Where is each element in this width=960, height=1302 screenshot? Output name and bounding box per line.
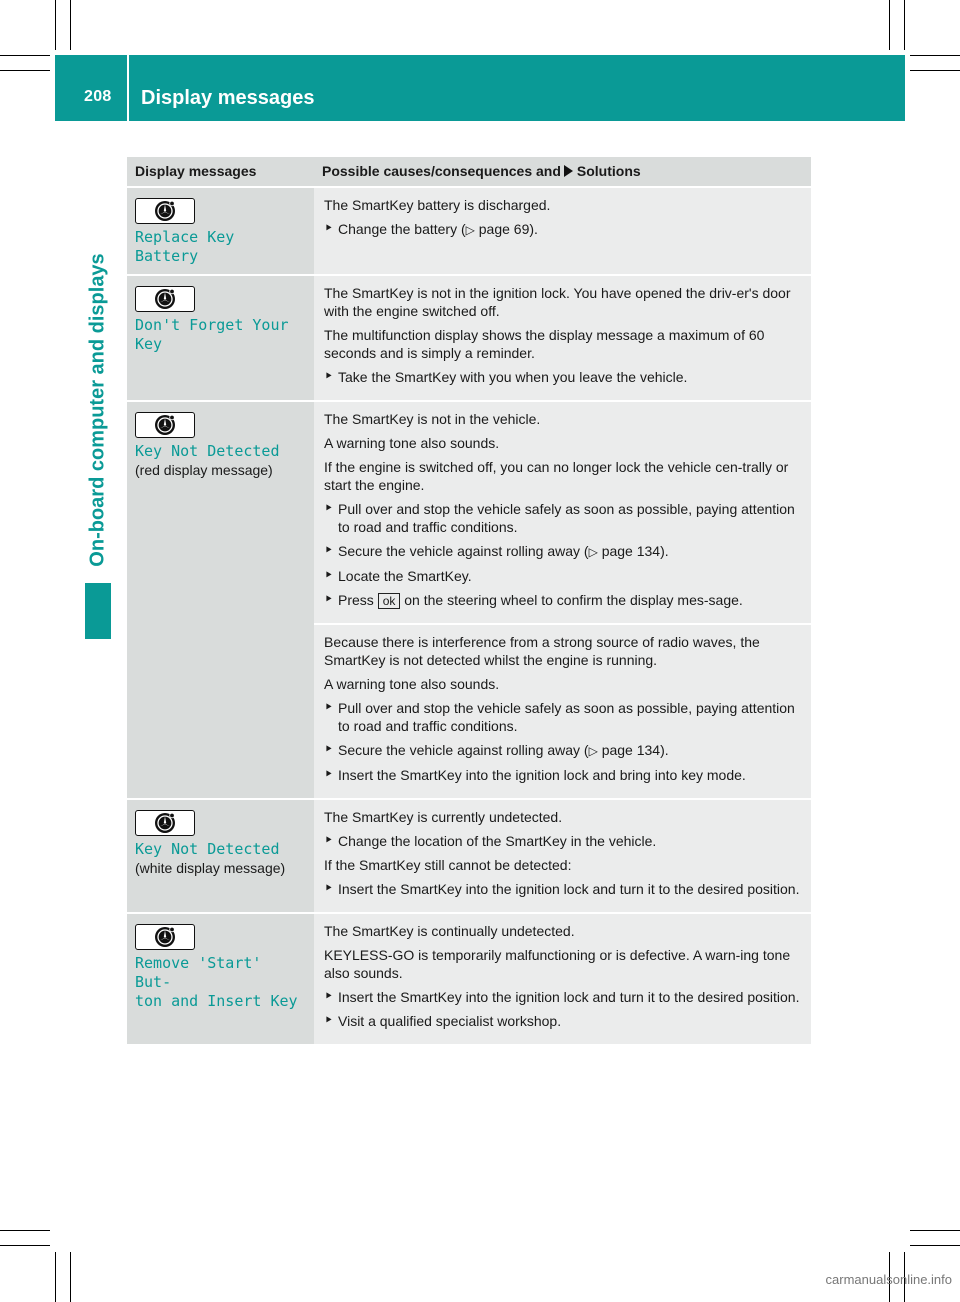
solution-step — [324, 699, 801, 735]
message-cell — [127, 188, 314, 274]
column-header-messages: Display messages — [127, 157, 314, 186]
message-cell — [127, 914, 314, 1044]
cause-text: The SmartKey battery is discharged. — [324, 197, 551, 213]
message-note: (white display message) — [135, 860, 286, 876]
page-ref-icon: ▷ — [588, 744, 598, 758]
cause-text: The SmartKey is not in the vehicle. — [324, 411, 541, 427]
page-ref-icon: ▷ — [588, 545, 598, 559]
step-arrow-icon: ⯈ — [324, 991, 333, 1003]
section-side-label: On-board computer and displays — [86, 253, 109, 567]
cause-text: The SmartKey is not in the ignition lock. You have opened the driv-er's door with the engine switched off. — [324, 285, 791, 319]
crop-mark — [889, 0, 890, 50]
crop-mark — [910, 1245, 960, 1246]
step-text-part: Change the battery ( — [338, 221, 466, 237]
solution-step — [324, 832, 801, 850]
watermark-text: carmanualsonline.info — [825, 1272, 952, 1287]
step-arrow-icon: ⯈ — [324, 503, 333, 515]
table-row — [127, 276, 811, 400]
step-text: Pull over and stop the vehicle safely as soon as possible, paying attention to road and traffic conditions. — [338, 700, 795, 734]
solution-step — [324, 591, 801, 609]
step-text-part: Press — [338, 592, 374, 608]
cause-text: A warning tone also sounds. — [324, 676, 500, 692]
step-text-part: on the steering wheel to confirm the display mes-sage. — [404, 592, 743, 608]
cause-text: The SmartKey is continually undetected. — [324, 923, 575, 939]
step-arrow-icon: ⯈ — [324, 1015, 333, 1027]
step-text — [338, 542, 669, 561]
display-messages-table — [127, 155, 811, 1046]
solution-cell — [314, 188, 811, 274]
smartkey-icon — [135, 412, 195, 438]
step-text — [338, 220, 538, 239]
solution-step — [324, 368, 801, 386]
message-note: (red display message) — [135, 462, 273, 478]
cause-text: If the SmartKey still cannot be detected: — [324, 857, 572, 873]
step-text-part: Secure the vehicle against rolling away ( — [338, 742, 589, 758]
step-text: Locate the SmartKey. — [338, 568, 472, 584]
table-row — [127, 800, 811, 912]
solution-cell — [314, 914, 811, 1044]
solution-step — [324, 1012, 801, 1030]
crop-mark — [70, 1252, 71, 1302]
step-text — [338, 591, 743, 609]
step-text: Insert the SmartKey into the ignition lock and bring into key mode. — [338, 767, 746, 783]
table-row — [127, 188, 811, 274]
crop-mark — [904, 0, 905, 50]
solution-cell — [314, 800, 811, 912]
step-text-part: Secure the vehicle against rolling away ( — [338, 543, 589, 559]
cause-text: A warning tone also sounds. — [324, 435, 500, 451]
table-header-row — [127, 157, 811, 186]
solution-step — [324, 567, 801, 585]
display-message-text: Key Not Detected — [135, 840, 280, 858]
page-ref-icon: ▷ — [465, 223, 475, 237]
page-ref-link[interactable]: page 134). — [601, 742, 669, 758]
step-text — [338, 741, 669, 760]
cause-text: If the engine is switched off, you can no longer lock the vehicle cen-trally or start the engine. — [324, 459, 789, 493]
step-text: Insert the SmartKey into the ignition lock and turn it to the desired position. — [338, 989, 800, 1005]
step-arrow-icon: ⯈ — [324, 769, 333, 781]
step-arrow-icon: ⯈ — [324, 594, 333, 606]
crop-mark — [0, 1230, 50, 1231]
smartkey-icon — [135, 198, 195, 224]
cause-text: The multifunction display shows the display message a maximum of 60 seconds and is simply a reminder. — [324, 327, 765, 361]
cause-text: Because there is interference from a strong source of radio waves, the SmartKey is not detected whilst the engine is running. — [324, 634, 760, 668]
table-row — [127, 402, 811, 623]
step-arrow-icon: ⯈ — [324, 835, 333, 847]
smartkey-icon — [135, 810, 195, 836]
display-message-text: Replace Key Battery — [135, 228, 235, 265]
smartkey-icon — [135, 924, 195, 950]
column-header-solutions-text: Solutions — [576, 163, 641, 179]
page-ref-link[interactable]: page 69). — [478, 221, 538, 237]
step-text: Pull over and stop the vehicle safely as soon as possible, paying attention to road and traffic conditions. — [338, 501, 795, 535]
crop-mark — [0, 1245, 50, 1246]
message-cell — [127, 276, 314, 400]
crop-mark — [70, 0, 71, 50]
display-message-text: Remove 'Start' But‑ ton and Insert Key — [135, 954, 298, 1010]
page-number: 208 — [84, 88, 112, 105]
table-row — [127, 914, 811, 1044]
step-text: Take the SmartKey with you when you leave the vehicle. — [338, 369, 688, 385]
step-arrow-icon: ⯈ — [324, 883, 333, 895]
step-arrow-icon: ⯈ — [324, 223, 333, 235]
display-message-text: Key Not Detected — [135, 442, 280, 460]
smartkey-icon — [135, 286, 195, 312]
crop-mark — [910, 55, 960, 56]
header-separator — [127, 55, 129, 121]
step-text: Visit a qualified specialist workshop. — [338, 1013, 562, 1029]
cause-text: The SmartKey is currently undetected. — [324, 809, 563, 825]
crop-mark — [55, 0, 56, 50]
crop-mark — [910, 1230, 960, 1231]
column-header-causes-text: Possible causes/consequences and — [322, 163, 561, 179]
crop-mark — [0, 70, 50, 71]
ok-button-icon: ok — [378, 593, 401, 609]
solution-step — [324, 220, 801, 239]
crop-mark — [55, 1252, 56, 1302]
page-ref-link[interactable]: page 134). — [601, 543, 669, 559]
message-cell — [127, 402, 314, 798]
step-arrow-icon: ⯈ — [324, 702, 333, 714]
solution-step — [324, 988, 801, 1006]
display-message-text: Don't Forget Your Key — [135, 316, 289, 353]
solution-cell — [314, 625, 811, 798]
step-arrow-icon: ⯈ — [324, 371, 333, 383]
solution-step — [324, 766, 801, 784]
solution-step — [324, 880, 801, 898]
step-arrow-icon: ⯈ — [324, 744, 333, 756]
arrow-right-icon — [564, 165, 573, 177]
cause-text: KEYLESS-GO is temporarily malfunctioning or is defective. A warn-ing tone also sounds. — [324, 947, 791, 981]
solution-step — [324, 500, 801, 536]
step-arrow-icon: ⯈ — [324, 570, 333, 582]
page-title: Display messages — [141, 87, 315, 109]
section-marker — [85, 583, 111, 639]
step-arrow-icon: ⯈ — [324, 545, 333, 557]
message-cell — [127, 800, 314, 912]
step-text: Insert the SmartKey into the ignition lock and turn it to the desired position. — [338, 881, 800, 897]
column-header-causes — [314, 157, 811, 186]
solution-step — [324, 542, 801, 561]
solution-step — [324, 741, 801, 760]
solution-cell — [314, 276, 811, 400]
solution-cell — [314, 402, 811, 623]
step-text: Change the location of the SmartKey in the vehicle. — [338, 833, 657, 849]
crop-mark — [0, 55, 50, 56]
crop-mark — [910, 70, 960, 71]
